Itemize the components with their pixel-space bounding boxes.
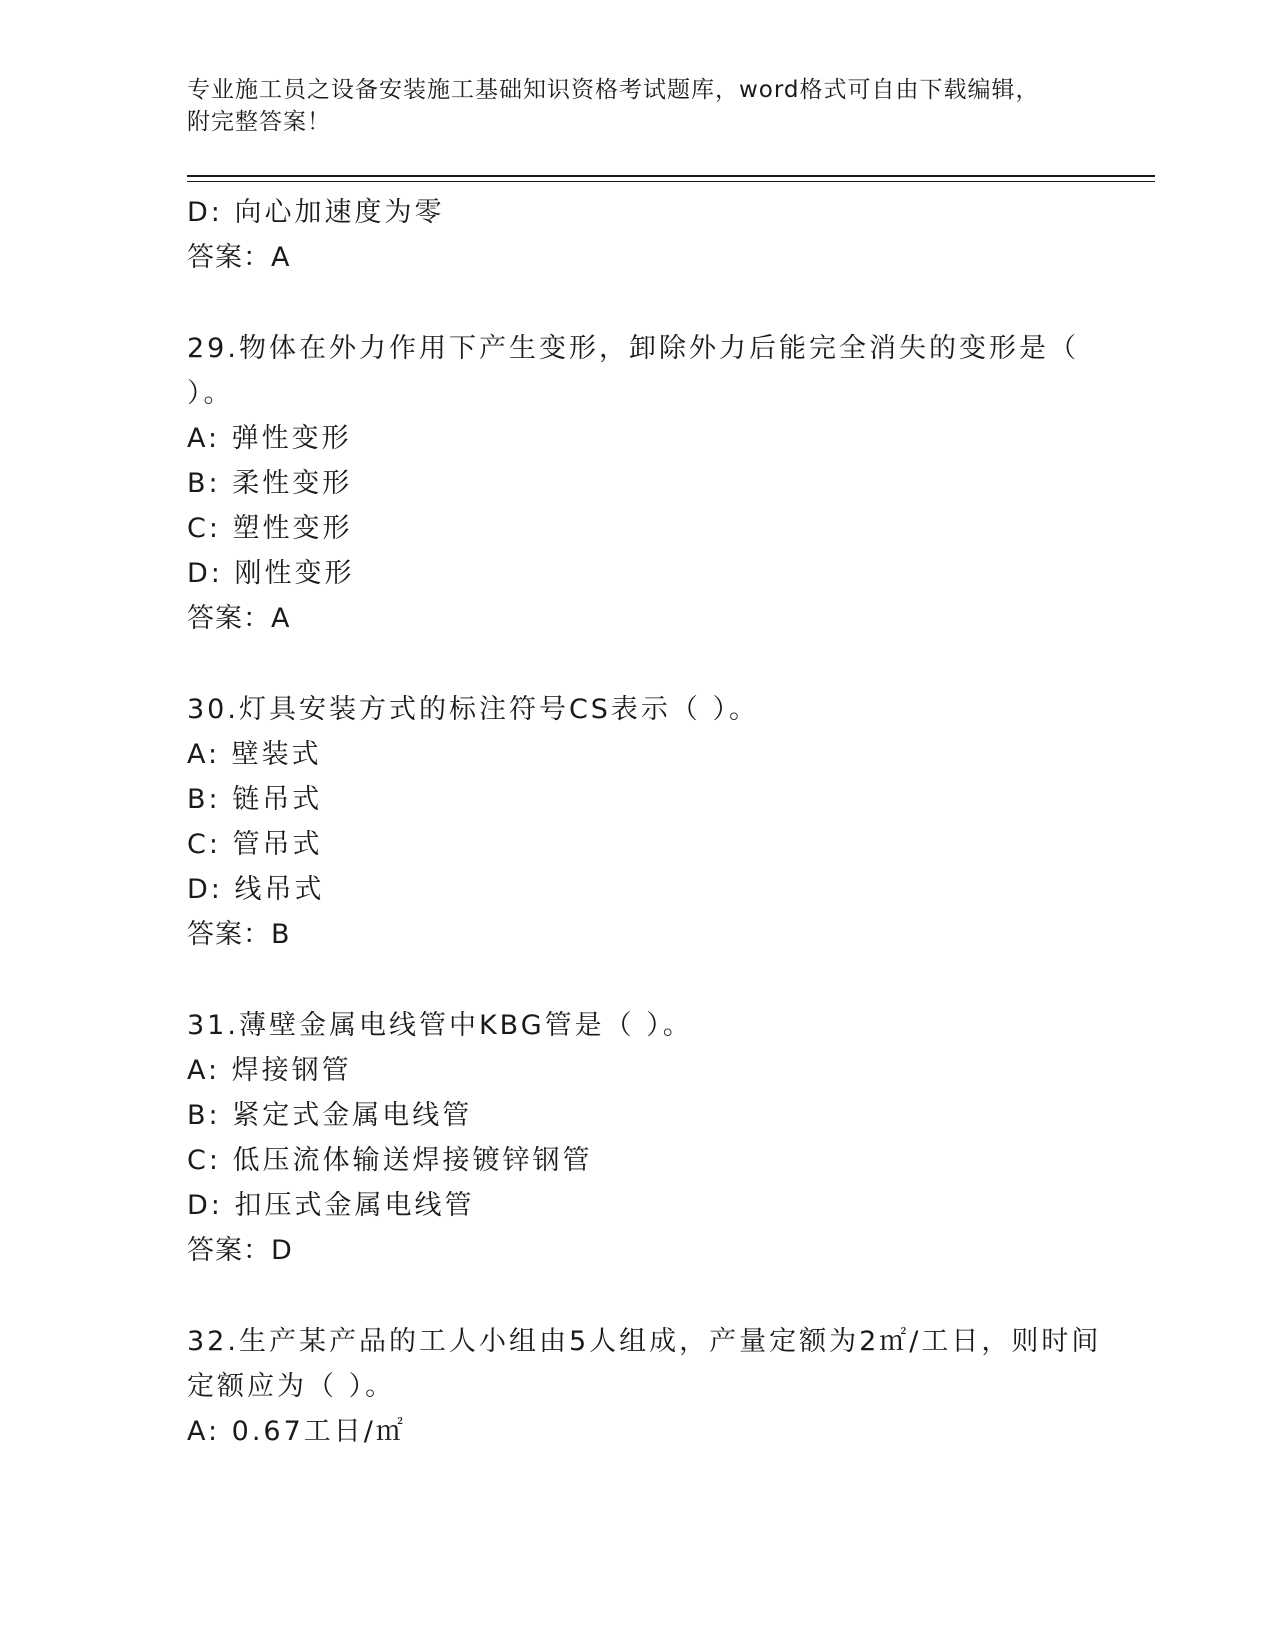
answer-line: 答案：B bbox=[187, 919, 291, 950]
option-d: D: 向心加速度为零 bbox=[187, 197, 445, 228]
header-line-1: 专业施工员之设备安装施工基础知识资格考试题库，word格式可自由下载编辑， bbox=[187, 77, 1040, 103]
question-text: 31.薄壁金属电线管中KBG管是（ ）。 bbox=[187, 1010, 693, 1041]
question-block-29 bbox=[187, 326, 1147, 641]
answer-line: 答案：A bbox=[187, 603, 291, 634]
question-text: 30.灯具安装方式的标注符号CS表示（ ）。 bbox=[187, 694, 760, 725]
option-a: A: 0.67工日/㎡ bbox=[187, 1416, 406, 1447]
header-divider-thin bbox=[187, 181, 1155, 182]
answer-line: 答案：A bbox=[187, 242, 291, 273]
question-block-31 bbox=[187, 1003, 1147, 1273]
question-text-continued: 定额应为（ ）。 bbox=[187, 1371, 396, 1402]
option-d: D: 线吊式 bbox=[187, 874, 325, 905]
option-a: A: 焊接钢管 bbox=[187, 1055, 352, 1086]
answer-line: 答案：D bbox=[187, 1235, 293, 1266]
question-block-28 bbox=[187, 190, 1147, 280]
header-divider-thick bbox=[187, 175, 1155, 177]
question-text: 29.物体在外力作用下产生变形，卸除外力后能完全消失的变形是（ bbox=[187, 333, 1079, 364]
question-text-continued: ）。 bbox=[187, 378, 234, 409]
option-d: D: 刚性变形 bbox=[187, 558, 355, 589]
option-c: C: 低压流体输送焊接镀锌钢管 bbox=[187, 1145, 593, 1176]
option-d: D: 扣压式金属电线管 bbox=[187, 1190, 475, 1221]
option-a: A: 壁装式 bbox=[187, 739, 322, 770]
question-block-30 bbox=[187, 687, 1147, 957]
question-list bbox=[187, 190, 1147, 1454]
option-b: B: 紧定式金属电线管 bbox=[187, 1100, 473, 1131]
question-block-32 bbox=[187, 1319, 1147, 1454]
option-c: C: 塑性变形 bbox=[187, 513, 353, 544]
document-header bbox=[187, 74, 1087, 138]
option-a: A: 弹性变形 bbox=[187, 423, 352, 454]
option-b: B: 柔性变形 bbox=[187, 468, 353, 499]
option-b: B: 链吊式 bbox=[187, 784, 323, 815]
header-line-2: 附完整答案！ bbox=[187, 109, 331, 135]
option-c: C: 管吊式 bbox=[187, 829, 323, 860]
question-text: 32.生产某产品的工人小组由5人组成，产量定额为2㎡/工日，则时间 bbox=[187, 1326, 1102, 1357]
